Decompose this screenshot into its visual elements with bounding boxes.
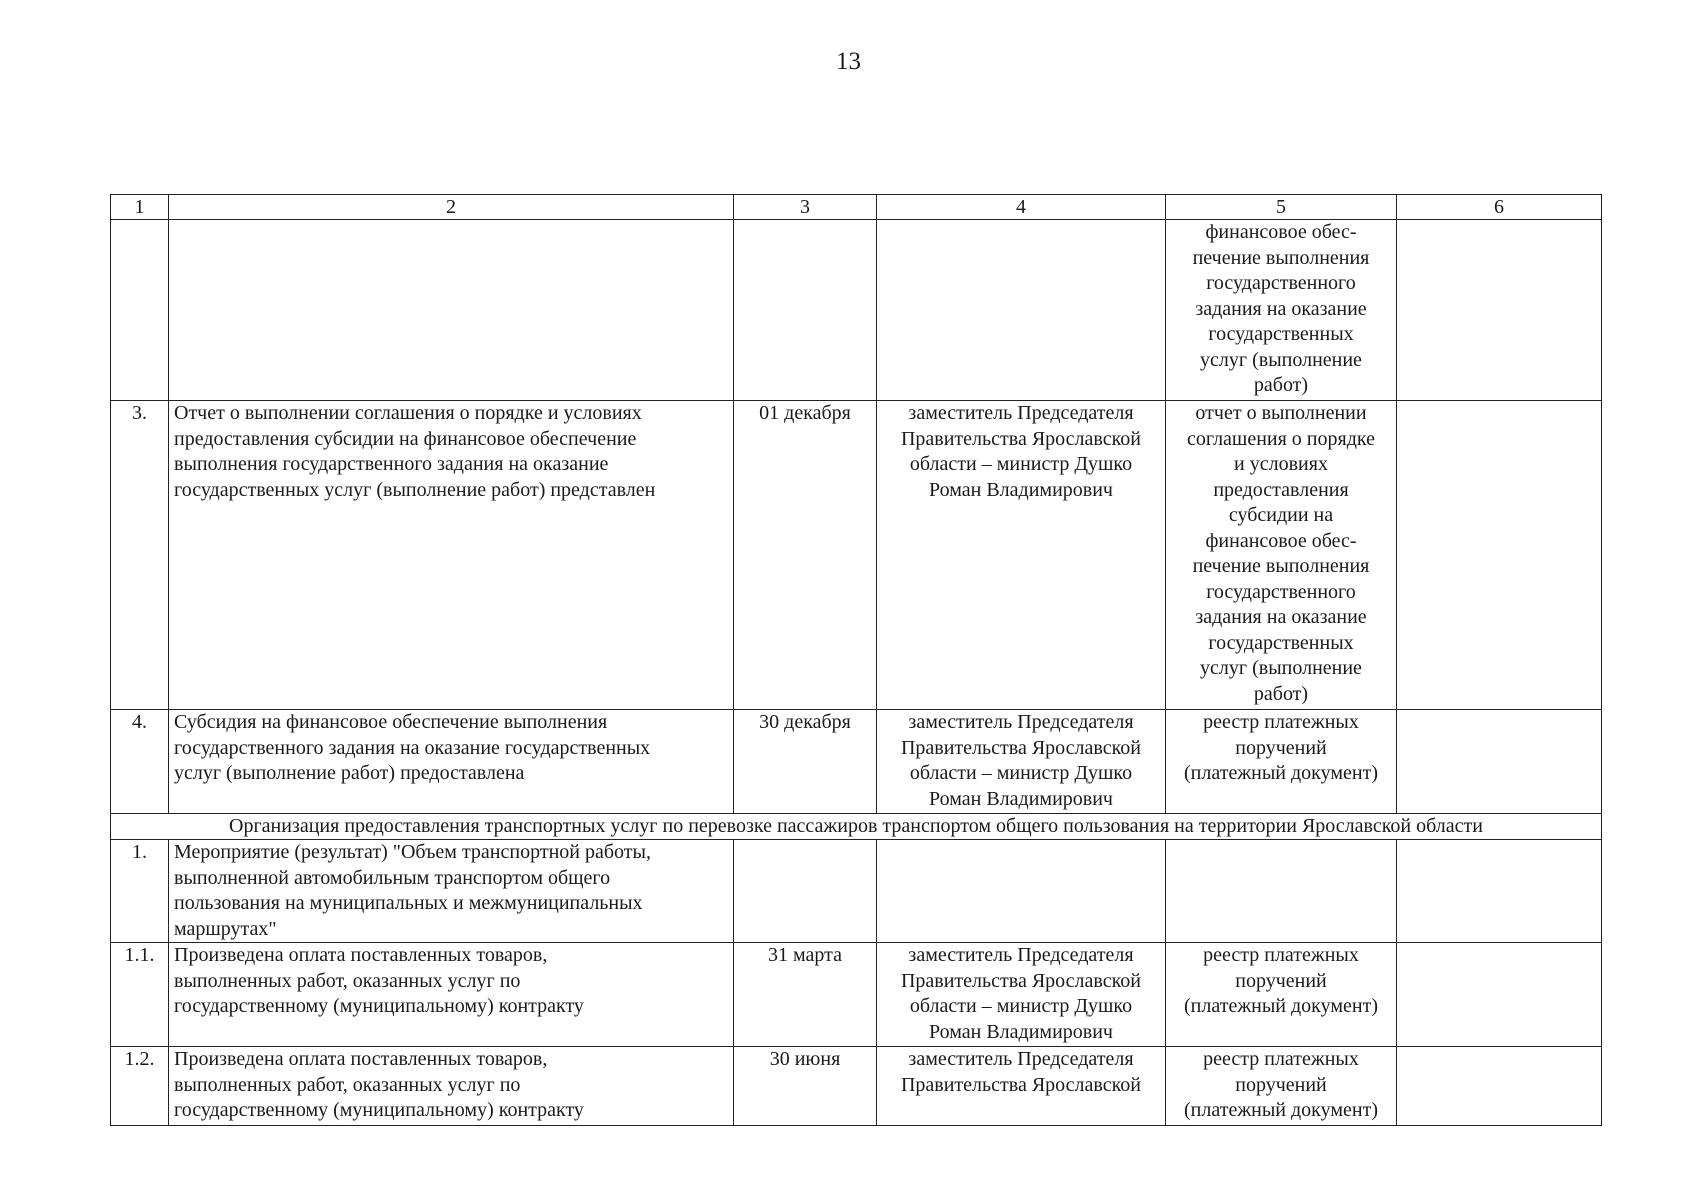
table-row	[111, 220, 1602, 401]
row-description: Субсидия на финансовое обеспечение выполнения государственного задания на оказание государственных услуг (выполнение работ) предоставлена	[169, 710, 734, 814]
row-document: отчет о выполнении соглашения о порядке и условиях предоставления субсидии на финансовое обес- печение выполнения государственного задания на оказание государственных услуг (выполнение работ)	[1166, 401, 1397, 710]
row-description: Отчет о выполнении соглашения о порядке и условиях предоставления субсидии на финансовое обеспечение выполнения государственного задания на оказание государственных услуг (выполнение работ) представлен	[169, 401, 734, 710]
row-number: 1.2.	[111, 1047, 169, 1126]
row-date: 31 марта	[734, 943, 877, 1047]
row-date: 01 декабря	[734, 401, 877, 710]
column-number-6: 6	[1397, 195, 1602, 220]
column-number-4: 4	[877, 195, 1166, 220]
table-row	[111, 840, 1602, 943]
row-col6	[1397, 840, 1602, 943]
row-date	[734, 220, 877, 401]
schedule-table	[110, 194, 1602, 1126]
row-date	[734, 840, 877, 943]
row-responsible	[877, 840, 1166, 943]
column-number-5: 5	[1166, 195, 1397, 220]
page-number: 13	[836, 48, 861, 75]
row-responsible	[877, 220, 1166, 401]
row-document: реестр платежных поручений (платежный документ)	[1166, 1047, 1397, 1126]
row-responsible: заместитель Председателя Правительства Ярославской области – министр Душко Роман Владимирович	[877, 401, 1166, 710]
row-col6	[1397, 220, 1602, 401]
row-number: 1.	[111, 840, 169, 943]
column-number-2: 2	[169, 195, 734, 220]
row-description: Мероприятие (результат) "Объем транспортной работы, выполненной автомобильным транспортом общего пользования на муниципальных и межмуниципальных маршрутах"	[169, 840, 734, 943]
row-date: 30 декабря	[734, 710, 877, 814]
row-responsible: заместитель Председателя Правительства Ярославской области – министр Душко Роман Владимирович	[877, 943, 1166, 1047]
row-col6	[1397, 710, 1602, 814]
row-number: 4.	[111, 710, 169, 814]
row-responsible: заместитель Председателя Правительства Ярославской области – министр Душко Роман Владимирович	[877, 710, 1166, 814]
row-number: 1.1.	[111, 943, 169, 1047]
row-description: Произведена оплата поставленных товаров, выполненных работ, оказанных услуг по государственному (муниципальному) контракту	[169, 1047, 734, 1126]
row-date: 30 июня	[734, 1047, 877, 1126]
row-col6	[1397, 943, 1602, 1047]
table-row	[111, 943, 1602, 1047]
table-row	[111, 1047, 1602, 1126]
row-document: реестр платежных поручений (платежный документ)	[1166, 943, 1397, 1047]
table-row	[111, 710, 1602, 814]
section-title: Организация предоставления транспортных услуг по перевозке пассажиров транспортом общего пользования на территории Ярославской области	[111, 814, 1602, 840]
column-number-header-row	[111, 195, 1602, 220]
section-row	[111, 814, 1602, 840]
row-col6	[1397, 1047, 1602, 1126]
row-document	[1166, 840, 1397, 943]
row-number: 3.	[111, 401, 169, 710]
table-row	[111, 401, 1602, 710]
row-responsible: заместитель Председателя Правительства Ярославской	[877, 1047, 1166, 1126]
column-number-1: 1	[111, 195, 169, 220]
column-number-3: 3	[734, 195, 877, 220]
row-description: Произведена оплата поставленных товаров, выполненных работ, оказанных услуг по государственному (муниципальному) контракту	[169, 943, 734, 1047]
row-document: реестр платежных поручений (платежный документ)	[1166, 710, 1397, 814]
row-number	[111, 220, 169, 401]
row-col6	[1397, 401, 1602, 710]
row-description	[169, 220, 734, 401]
row-document: финансовое обес- печение выполнения государственного задания на оказание государственных услуг (выполнение работ)	[1166, 220, 1397, 401]
